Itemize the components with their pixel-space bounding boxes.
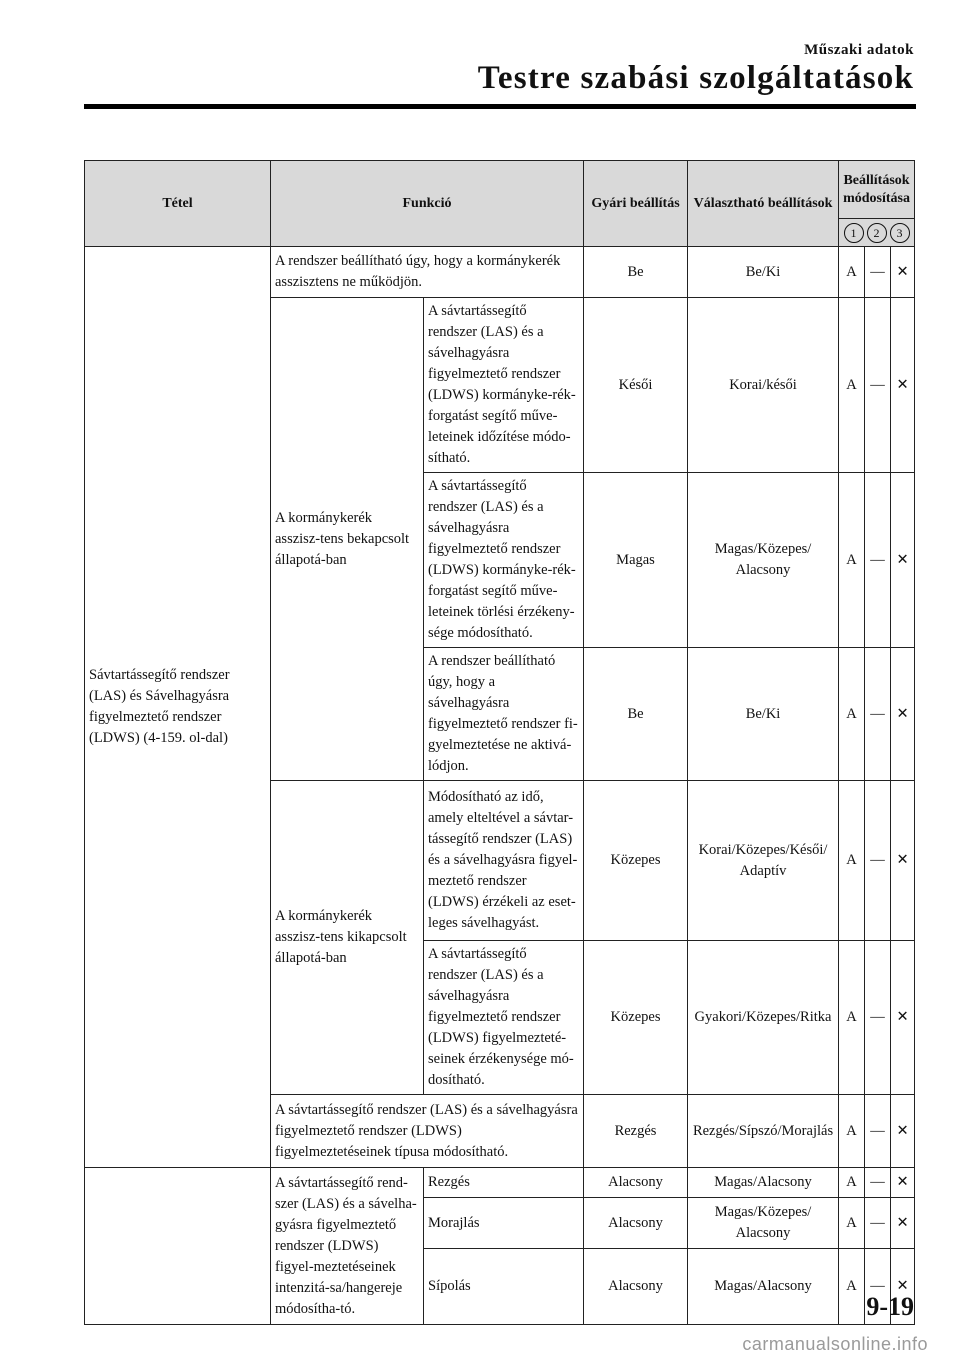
method-3-number: 3 bbox=[890, 223, 910, 243]
options-cell: Magas/Közepes/ Alacsony bbox=[688, 1198, 839, 1249]
method-2-number: 2 bbox=[867, 223, 887, 243]
options-cell: Korai/késői bbox=[688, 298, 839, 473]
item-cell-empty bbox=[85, 1249, 271, 1325]
method-3-cross-icon: ✕ bbox=[891, 247, 915, 298]
method-1-number: 1 bbox=[844, 223, 864, 243]
table-row bbox=[85, 1198, 915, 1249]
method-1-cell: A bbox=[839, 648, 865, 781]
page-number: 9-19 bbox=[866, 1292, 914, 1321]
function-cell: Morajlás bbox=[424, 1198, 584, 1249]
item-cell-empty bbox=[85, 1198, 271, 1249]
method-2-dash: — bbox=[865, 473, 891, 648]
function-cell: A rendszer beállítható úgy, hogy a sávelhagyásra figyelmeztető rendszer fi-gyelmeztetése ne aktivá-lódjon. bbox=[424, 648, 584, 781]
function-cell: A rendszer beállítható úgy, hogy a kormánykerék asszisztens ne működjön. bbox=[271, 247, 584, 298]
method-1-cell: A bbox=[839, 473, 865, 648]
method-1-cell: A bbox=[839, 1198, 865, 1249]
table-row bbox=[85, 1168, 915, 1198]
header-change-methods: Beállítások módosítása bbox=[839, 161, 915, 219]
method-2-dash: — bbox=[865, 941, 891, 1095]
method-2-dash: — bbox=[865, 781, 891, 941]
header-factory-setting: Gyári beállítás bbox=[584, 161, 688, 247]
options-cell: Magas/Alacsony bbox=[688, 1249, 839, 1325]
function-cell: A sávtartássegítő rendszer (LAS) és a sávelhagyásra figyelmeztető rendszer (LDWS) kormányke-rék-forgatást segítő műve-leteinek időzítése módo-sítható. bbox=[424, 298, 584, 473]
method-1-cell: A bbox=[839, 1249, 865, 1325]
options-cell: Be/Ki bbox=[688, 648, 839, 781]
method-2-dash: — bbox=[865, 1198, 891, 1249]
header-rule bbox=[84, 104, 916, 109]
subgroup-cell: A sávtartássegítő rend-szer (LAS) és a sávelha-gyásra figyelmeztető rendszer (LDWS) figyel-meztetéseinek intenzitá-sa/hangereje módosítha-tó. bbox=[271, 1168, 424, 1325]
subgroup-cell: A kormánykerék asszisz-tens kikapcsolt állapotá-ban bbox=[271, 781, 424, 1095]
item-cell: Sávtartássegítő rendszer (LAS) és Sávelhagyásra figyelmeztető rendszer (LDWS) (4-159. ol-dal) bbox=[85, 247, 271, 1168]
section-label: Műszaki adatok bbox=[804, 42, 914, 58]
method-1-cell: A bbox=[839, 781, 865, 941]
factory-cell: Késői bbox=[584, 298, 688, 473]
header-item: Tétel bbox=[85, 161, 271, 247]
subgroup-cell: A kormánykerék asszisz-tens bekapcsolt állapotá-ban bbox=[271, 298, 424, 781]
function-cell: A sávtartássegítő rendszer (LAS) és a sávelhagyásra figyelmeztető rendszer (LDWS) kormányke-rék-forgatást segítő műve-leteinek törlési érzékeny-sége módosítható. bbox=[424, 473, 584, 648]
watermark: carmanualsonline.info bbox=[742, 1334, 928, 1354]
page-title: Testre szabási szolgáltatások bbox=[477, 60, 914, 96]
options-cell: Korai/Közepes/Késői/ Adaptív bbox=[688, 781, 839, 941]
method-2-dash: — bbox=[865, 648, 891, 781]
options-cell: Be/Ki bbox=[688, 247, 839, 298]
function-cell: A sávtartássegítő rendszer (LAS) és a sávelhagyásra figyelmeztető rendszer (LDWS) figyelmeztetéseinek típusa módosítható. bbox=[271, 1095, 584, 1168]
header-function: Funkció bbox=[271, 161, 584, 247]
method-3-cross-icon: ✕ bbox=[891, 1249, 915, 1325]
method-3-cross-icon: ✕ bbox=[891, 1198, 915, 1249]
method-3-cross-icon: ✕ bbox=[891, 941, 915, 1095]
factory-cell: Be bbox=[584, 247, 688, 298]
method-3-cross-icon: ✕ bbox=[891, 298, 915, 473]
factory-cell: Alacsony bbox=[584, 1198, 688, 1249]
method-1-cell: A bbox=[839, 1168, 865, 1198]
method-2-dash: — bbox=[865, 1249, 891, 1325]
method-2-dash: — bbox=[865, 1095, 891, 1168]
header-selectable-settings: Választható beállítások bbox=[688, 161, 839, 247]
function-cell: Sípolás bbox=[424, 1249, 584, 1325]
method-3-cross-icon: ✕ bbox=[891, 1168, 915, 1198]
method-1-cell: A bbox=[839, 941, 865, 1095]
item-cell-empty bbox=[85, 1168, 271, 1198]
options-cell: Gyakori/Közepes/Ritka bbox=[688, 941, 839, 1095]
function-cell: A sávtartássegítő rendszer (LAS) és a sávelhagyásra figyelmeztető rendszer (LDWS) figyelmezteté-seinek érzékenysége mó-dosítható. bbox=[424, 941, 584, 1095]
method-1-cell: A bbox=[839, 247, 865, 298]
method-2-dash: — bbox=[865, 247, 891, 298]
options-cell: Magas/Alacsony bbox=[688, 1168, 839, 1198]
options-cell: Rezgés/Sípszó/Morajlás bbox=[688, 1095, 839, 1168]
table-row bbox=[85, 1249, 915, 1325]
method-3-cross-icon: ✕ bbox=[891, 648, 915, 781]
method-3-cross-icon: ✕ bbox=[891, 1095, 915, 1168]
method-1-cell: A bbox=[839, 298, 865, 473]
method-3-cross-icon: ✕ bbox=[891, 473, 915, 648]
settings-table bbox=[84, 160, 915, 1325]
options-cell: Magas/Közepes/ Alacsony bbox=[688, 473, 839, 648]
factory-cell: Be bbox=[584, 648, 688, 781]
method-3-cross-icon: ✕ bbox=[891, 781, 915, 941]
factory-cell: Rezgés bbox=[584, 1095, 688, 1168]
factory-cell: Magas bbox=[584, 473, 688, 648]
factory-cell: Közepes bbox=[584, 941, 688, 1095]
factory-cell: Alacsony bbox=[584, 1168, 688, 1198]
factory-cell: Közepes bbox=[584, 781, 688, 941]
function-cell: Módosítható az idő, amely elteltével a sávtar-tássegítő rendszer (LAS) és a sávelhagyásra figyel-meztető rendszer (LDWS) érzékeli az eset-leges sávelhagyást. bbox=[424, 781, 584, 941]
table-row bbox=[85, 247, 915, 298]
method-2-dash: — bbox=[865, 1168, 891, 1198]
header-method-numbers bbox=[839, 219, 915, 247]
method-2-dash: — bbox=[865, 298, 891, 473]
factory-cell: Alacsony bbox=[584, 1249, 688, 1325]
method-1-cell: A bbox=[839, 1095, 865, 1168]
function-cell: Rezgés bbox=[424, 1168, 584, 1198]
